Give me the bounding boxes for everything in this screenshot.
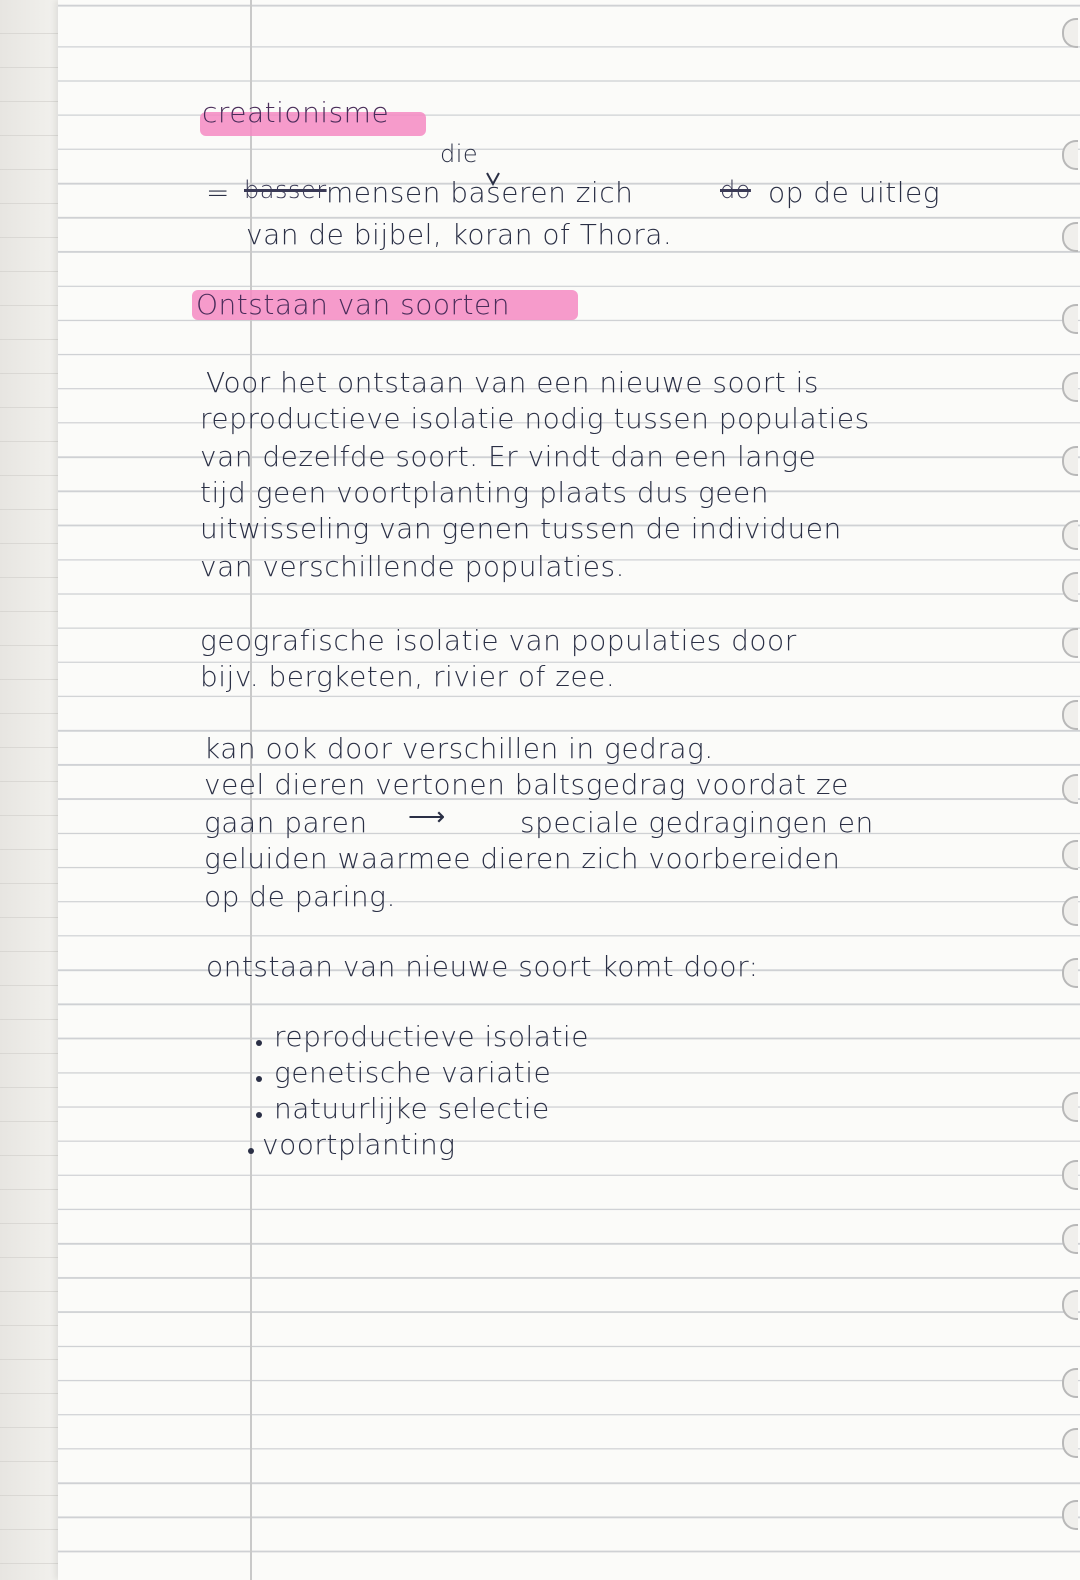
- punch-holes: [1050, 0, 1080, 1580]
- inserted-word: die: [440, 140, 479, 168]
- heading-creationisme: creationisme: [202, 96, 390, 129]
- punch-hole: [1062, 1500, 1078, 1530]
- punch-hole: [1062, 958, 1078, 988]
- definition-equals: =: [206, 176, 230, 209]
- bullet-dot: [256, 1076, 262, 1082]
- list-item: genetische variatie: [274, 1056, 552, 1089]
- definition-line1b: op de uitleg: [768, 176, 941, 209]
- para2-line: geografische isolatie van populaties door: [200, 624, 797, 657]
- list-item: natuurlijke selectie: [274, 1092, 550, 1125]
- punch-hole: [1062, 520, 1078, 550]
- para3-line: kan ook door verschillen in gedrag.: [204, 732, 714, 765]
- para3-line: geluiden waarmee dieren zich voorbereiden: [204, 842, 841, 875]
- punch-hole: [1062, 840, 1078, 870]
- punch-hole: [1062, 1160, 1078, 1190]
- punch-hole: [1062, 1224, 1078, 1254]
- para3-line: gaan paren: [204, 806, 368, 839]
- bullet-dot: [248, 1148, 254, 1154]
- punch-hole: [1062, 572, 1078, 602]
- arrow-icon: ⟶: [408, 802, 446, 832]
- bullet-dot: [256, 1040, 262, 1046]
- para2-line: bijv. bergketen, rivier of zee.: [200, 660, 616, 693]
- list-item: reproductieve isolatie: [274, 1020, 589, 1053]
- punch-hole: [1062, 1428, 1078, 1458]
- definition-line2: van de bijbel, koran of Thora.: [246, 218, 673, 251]
- punch-hole: [1062, 140, 1078, 170]
- punch-hole: [1062, 774, 1078, 804]
- punch-hole: [1062, 1290, 1078, 1320]
- para1-line: reproductieve isolatie nodig tussen populaties: [200, 402, 870, 435]
- punch-hole: [1062, 304, 1078, 334]
- heading-ontstaan: Ontstaan van soorten: [196, 288, 510, 321]
- definition-line1: mensen baseren zich: [326, 176, 634, 209]
- para1-line: van dezelfde soort. Er vindt dan een lange: [200, 440, 817, 473]
- para1-line: van verschillende populaties.: [200, 550, 625, 583]
- bullet-dot: [256, 1112, 262, 1118]
- para3-line: op de paring.: [204, 880, 396, 913]
- punch-hole: [1062, 372, 1078, 402]
- struck-word: basser: [244, 176, 327, 204]
- punch-hole: [1062, 222, 1078, 252]
- list-intro: ontstaan van nieuwe soort komt door:: [206, 950, 759, 983]
- punch-hole: [1062, 700, 1078, 730]
- punch-hole: [1062, 1092, 1078, 1122]
- punch-hole: [1062, 1368, 1078, 1398]
- struck-word-2: do: [720, 176, 751, 204]
- punch-hole: [1062, 896, 1078, 926]
- para3-line: speciale gedragingen en: [520, 806, 874, 839]
- para1-line: Voor het ontstaan van een nieuwe soort is: [206, 366, 819, 399]
- para1-line: tijd geen voortplanting plaats dus geen: [200, 476, 769, 509]
- punch-hole: [1062, 628, 1078, 658]
- punch-hole: [1062, 18, 1078, 48]
- punch-hole: [1062, 446, 1078, 476]
- para1-line: uitwisseling van genen tussen de individuen: [200, 512, 842, 545]
- list-item: voortplanting: [262, 1128, 456, 1161]
- para3-line: veel dieren vertonen baltsgedrag voordat ze: [204, 768, 849, 801]
